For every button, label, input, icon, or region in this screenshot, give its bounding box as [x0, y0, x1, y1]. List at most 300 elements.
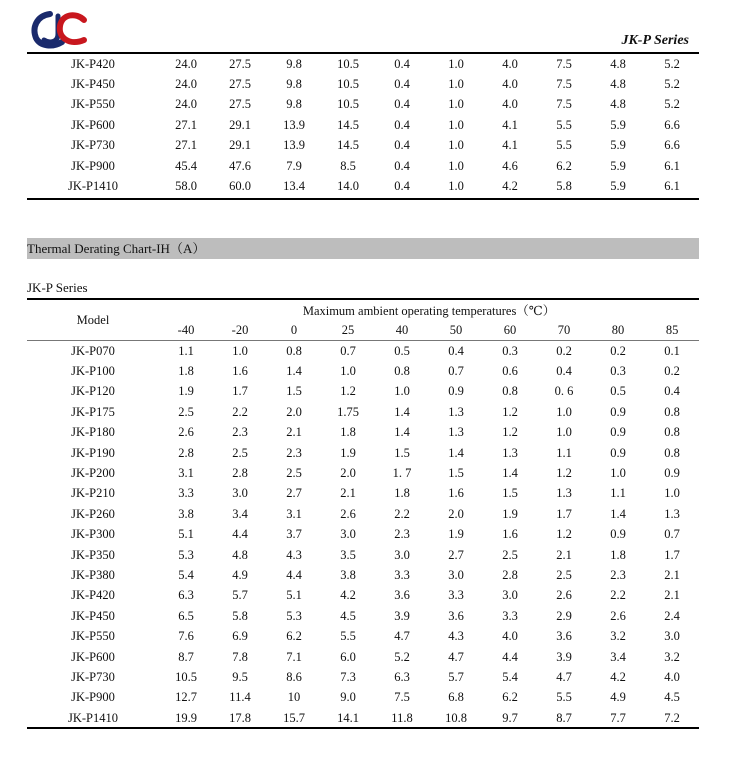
current-cell: 4.4	[286, 567, 302, 582]
current-cell: 5.1	[286, 588, 302, 603]
current-cell: 1.4	[502, 466, 518, 481]
current-cell: 3.5	[340, 547, 356, 562]
current-cell: 0.5	[610, 384, 626, 399]
model-cell: JK-P730	[71, 669, 115, 684]
current-cell: 4.2	[340, 588, 356, 603]
derating-row	[27, 484, 699, 504]
value-cell: 4.0	[502, 97, 518, 112]
current-cell: 3.4	[610, 649, 626, 664]
current-cell: 1.1	[610, 486, 626, 501]
current-cell: 5.7	[448, 669, 464, 684]
current-cell: 0.4	[448, 343, 464, 358]
temperature-cell: -20	[213, 320, 267, 341]
current-cell: 1.9	[178, 384, 194, 399]
current-cell: 1.8	[340, 425, 356, 440]
current-cell: 0.8	[664, 425, 680, 440]
model-cell: JK-P420	[71, 588, 115, 603]
current-cell: 1.75	[337, 404, 359, 419]
current-cell: 4.9	[610, 690, 626, 705]
current-cell: 0.6	[502, 364, 518, 379]
current-cell: 5.4	[178, 567, 194, 582]
model-cell: JK-P200	[71, 466, 115, 481]
model-cell: JK-P550	[71, 629, 115, 644]
value-cell: 4.6	[502, 158, 518, 173]
current-cell: 8.7	[178, 649, 194, 664]
current-cell: 4.3	[448, 629, 464, 644]
current-cell: 4.7	[394, 629, 410, 644]
model-cell: JK-P300	[71, 527, 115, 542]
derating-row	[27, 708, 699, 728]
value-cell: 4.8	[610, 97, 626, 112]
current-cell: 2.8	[502, 567, 518, 582]
value-cell: 24.0	[175, 56, 197, 71]
derating-row	[27, 382, 699, 402]
temperature-cell: 40	[375, 320, 429, 341]
current-cell: 4.2	[610, 669, 626, 684]
current-cell: 3.0	[232, 486, 248, 501]
current-cell: 1.3	[448, 404, 464, 419]
value-cell: 27.1	[175, 138, 197, 153]
value-cell: 5.9	[610, 117, 626, 132]
value-cell: 10.5	[337, 97, 359, 112]
model-cell: JK-P120	[71, 384, 115, 399]
current-cell: 4.4	[232, 527, 248, 542]
value-cell: 1.0	[448, 77, 464, 92]
value-cell: 5.8	[556, 179, 572, 194]
value-cell: 4.8	[610, 77, 626, 92]
value-cell: 8.5	[340, 158, 356, 173]
derating-row	[27, 463, 699, 483]
current-cell: 10.8	[445, 710, 467, 725]
spec-row	[27, 95, 699, 115]
value-cell: 5.9	[610, 138, 626, 153]
current-cell: 1.0	[664, 486, 680, 501]
temperature-cell: 80	[591, 320, 645, 341]
current-cell: 2.5	[286, 466, 302, 481]
current-cell: 3.3	[178, 486, 194, 501]
current-cell: 0.7	[448, 364, 464, 379]
current-cell: 1.4	[286, 364, 302, 379]
derating-row	[27, 341, 699, 362]
current-cell: 0.8	[286, 343, 302, 358]
current-cell: 1.7	[556, 506, 572, 521]
current-cell: 9.5	[232, 669, 248, 684]
current-cell: 11.8	[391, 710, 413, 725]
current-cell: 3.7	[286, 527, 302, 542]
value-cell: 6.1	[664, 158, 680, 173]
derating-row	[27, 626, 699, 646]
current-cell: 3.8	[178, 506, 194, 521]
current-cell: 0.8	[502, 384, 518, 399]
current-cell: 2.1	[664, 567, 680, 582]
value-cell: 10.5	[337, 56, 359, 71]
current-cell: 1.4	[394, 404, 410, 419]
current-cell: 1.4	[448, 445, 464, 460]
current-cell: 6.3	[178, 588, 194, 603]
derating-row	[27, 647, 699, 667]
value-cell: 1.0	[448, 97, 464, 112]
current-cell: 10.5	[175, 669, 197, 684]
current-cell: 2.2	[232, 404, 248, 419]
value-cell: 9.8	[286, 97, 302, 112]
current-cell: 3.8	[340, 567, 356, 582]
current-cell: 3.0	[502, 588, 518, 603]
temperature-cell: 85	[645, 320, 699, 341]
current-cell: 2.5	[178, 404, 194, 419]
current-cell: 3.3	[502, 608, 518, 623]
derating-row	[27, 667, 699, 687]
current-cell: 5.2	[394, 649, 410, 664]
current-cell: 1.8	[610, 547, 626, 562]
current-cell: 6.0	[340, 649, 356, 664]
current-cell: 17.8	[229, 710, 251, 725]
current-cell: 0.3	[610, 364, 626, 379]
current-cell: 1.6	[448, 486, 464, 501]
value-cell: 27.5	[229, 77, 251, 92]
current-cell: 0.8	[394, 364, 410, 379]
series-label: JK-P Series	[27, 280, 88, 295]
model-cell: JK-P260	[71, 506, 115, 521]
temperature-cell: 70	[537, 320, 591, 341]
value-cell: 5.2	[664, 97, 680, 112]
current-cell: 14.1	[337, 710, 359, 725]
current-cell: 2.0	[340, 466, 356, 481]
current-cell: 7.3	[340, 669, 356, 684]
value-cell: 1.0	[448, 158, 464, 173]
model-cell: JK-P900	[71, 690, 115, 705]
value-cell: 7.5	[556, 77, 572, 92]
current-cell: 1.6	[502, 527, 518, 542]
value-cell: 14.5	[337, 138, 359, 153]
current-cell: 7.2	[664, 710, 680, 725]
current-cell: 6.2	[286, 629, 302, 644]
current-cell: 6.5	[178, 608, 194, 623]
current-cell: 4.7	[448, 649, 464, 664]
current-cell: 2.5	[232, 445, 248, 460]
current-cell: 2.1	[286, 425, 302, 440]
current-cell: 2.5	[502, 547, 518, 562]
current-cell: 3.6	[448, 608, 464, 623]
current-cell: 1.0	[556, 404, 572, 419]
model-cell: JK-P190	[71, 445, 115, 460]
derating-row	[27, 586, 699, 606]
temperature-cell: -40	[159, 320, 213, 341]
temperature-cell: 60	[483, 320, 537, 341]
current-cell: 3.1	[178, 466, 194, 481]
value-cell: 6.6	[664, 138, 680, 153]
current-cell: 3.6	[394, 588, 410, 603]
current-cell: 1.1	[178, 343, 194, 358]
current-cell: 1.8	[178, 364, 194, 379]
current-cell: 3.1	[286, 506, 302, 521]
current-cell: 3.0	[664, 629, 680, 644]
current-cell: 0.9	[610, 404, 626, 419]
current-cell: 5.8	[232, 608, 248, 623]
value-cell: 60.0	[229, 179, 251, 194]
current-cell: 1.6	[232, 364, 248, 379]
current-cell: 1.2	[502, 425, 518, 440]
current-cell: 1.5	[286, 384, 302, 399]
current-cell: 7.8	[232, 649, 248, 664]
current-cell: 0.5	[394, 343, 410, 358]
value-cell: 5.9	[610, 179, 626, 194]
current-cell: 4.0	[502, 629, 518, 644]
current-cell: 2.6	[556, 588, 572, 603]
current-cell: 11.4	[229, 690, 251, 705]
value-cell: 4.0	[502, 77, 518, 92]
value-cell: 4.1	[502, 117, 518, 132]
value-cell: 27.5	[229, 56, 251, 71]
model-cell: JK-P550	[71, 97, 115, 112]
current-cell: 5.1	[178, 527, 194, 542]
current-cell: 7.5	[394, 690, 410, 705]
current-cell: 4.7	[556, 669, 572, 684]
model-cell: JK-P730	[71, 138, 115, 153]
current-cell: 2.1	[664, 588, 680, 603]
current-cell: 3.0	[394, 547, 410, 562]
current-cell: 0.7	[340, 343, 356, 358]
derating-row	[27, 688, 699, 708]
current-cell: 1.3	[448, 425, 464, 440]
value-cell: 29.1	[229, 117, 251, 132]
value-cell: 4.0	[502, 56, 518, 71]
spec-table-bottom-rule	[27, 198, 699, 200]
current-cell: 1.4	[394, 425, 410, 440]
value-cell: 7.5	[556, 97, 572, 112]
value-cell: 0.4	[394, 77, 410, 92]
value-cell: 10.5	[337, 77, 359, 92]
current-cell: 0.2	[664, 364, 680, 379]
current-cell: 7.7	[610, 710, 626, 725]
value-cell: 27.5	[229, 97, 251, 112]
current-cell: 5.7	[232, 588, 248, 603]
value-cell: 14.0	[337, 179, 359, 194]
model-cell: JK-P175	[71, 404, 115, 419]
current-cell: 2.0	[448, 506, 464, 521]
current-cell: 8.7	[556, 710, 572, 725]
derating-row	[27, 545, 699, 565]
derate-bottom-rule	[27, 727, 699, 729]
current-cell: 5.3	[178, 547, 194, 562]
jc-logo-icon	[28, 10, 90, 50]
model-cell: JK-P180	[71, 425, 115, 440]
current-cell: 4.5	[340, 608, 356, 623]
model-cell: JK-P600	[71, 649, 115, 664]
value-cell: 6.6	[664, 117, 680, 132]
current-cell: 7.6	[178, 629, 194, 644]
current-cell: 5.5	[340, 629, 356, 644]
section-title: Thermal Derating Chart-IH（A）	[27, 241, 206, 256]
spec-row	[27, 115, 699, 135]
model-cell: JK-P380	[71, 567, 115, 582]
current-cell: 4.5	[664, 690, 680, 705]
spec-row	[27, 136, 699, 156]
spec-row	[27, 156, 699, 176]
current-cell: 7.1	[286, 649, 302, 664]
current-cell: 1.5	[448, 466, 464, 481]
value-cell: 4.1	[502, 138, 518, 153]
value-cell: 1.0	[448, 117, 464, 132]
current-cell: 1.1	[556, 445, 572, 460]
current-cell: 0.9	[448, 384, 464, 399]
current-cell: 0.2	[610, 343, 626, 358]
current-cell: 10	[287, 690, 301, 705]
value-cell: 13.4	[283, 179, 305, 194]
current-cell: 1.0	[232, 343, 248, 358]
value-cell: 0.4	[394, 97, 410, 112]
current-cell: 2.6	[178, 425, 194, 440]
spec-row	[27, 54, 699, 74]
current-cell: 1.3	[556, 486, 572, 501]
value-cell: 7.9	[286, 158, 302, 173]
current-cell: 1.9	[340, 445, 356, 460]
current-cell: 2.7	[448, 547, 464, 562]
derating-row	[27, 402, 699, 422]
current-cell: 2.5	[556, 567, 572, 582]
current-cell: 5.3	[286, 608, 302, 623]
current-cell: 2.1	[556, 547, 572, 562]
derating-row	[27, 565, 699, 585]
derating-row	[27, 443, 699, 463]
current-cell: 6.3	[394, 669, 410, 684]
value-cell: 5.2	[664, 56, 680, 71]
spec-row	[27, 74, 699, 94]
current-cell: 15.7	[283, 710, 305, 725]
derating-table	[27, 300, 699, 728]
current-cell: 9.7	[502, 710, 518, 725]
current-cell: 0.3	[502, 343, 518, 358]
value-cell: 6.1	[664, 179, 680, 194]
current-cell: 12.7	[175, 690, 197, 705]
value-cell: 5.5	[556, 117, 572, 132]
current-cell: 19.9	[175, 710, 197, 725]
current-cell: 1.5	[394, 445, 410, 460]
current-cell: 2.9	[556, 608, 572, 623]
current-cell: 0.1	[664, 343, 680, 358]
current-cell: 0.9	[664, 466, 680, 481]
value-cell: 5.5	[556, 138, 572, 153]
model-cell: JK-P1410	[67, 710, 118, 725]
value-cell: 4.8	[610, 56, 626, 71]
current-cell: 0. 6	[554, 384, 574, 399]
current-cell: 6.8	[448, 690, 464, 705]
current-cell: 3.6	[556, 629, 572, 644]
current-cell: 4.8	[232, 547, 248, 562]
derating-row	[27, 423, 699, 443]
current-cell: 0.7	[664, 527, 680, 542]
current-cell: 2.6	[340, 506, 356, 521]
current-cell: 1.9	[502, 506, 518, 521]
value-cell: 24.0	[175, 77, 197, 92]
current-cell: 1.0	[394, 384, 410, 399]
temperature-cell: 50	[429, 320, 483, 341]
current-cell: 1.8	[394, 486, 410, 501]
current-cell: 1.3	[664, 506, 680, 521]
value-cell: 5.2	[664, 77, 680, 92]
current-cell: 3.2	[664, 649, 680, 664]
derating-row	[27, 504, 699, 524]
current-cell: 2.4	[664, 608, 680, 623]
current-cell: 0.8	[664, 404, 680, 419]
current-cell: 2.7	[286, 486, 302, 501]
spec-row	[27, 176, 699, 196]
current-cell: 6.2	[502, 690, 518, 705]
value-cell: 24.0	[175, 97, 197, 112]
current-cell: 4.9	[232, 567, 248, 582]
section-title-bar	[27, 238, 699, 259]
current-cell: 2.8	[232, 466, 248, 481]
model-cell: JK-P210	[71, 486, 115, 501]
model-cell: JK-P450	[71, 77, 115, 92]
current-cell: 0.4	[664, 384, 680, 399]
value-cell: 5.9	[610, 158, 626, 173]
current-cell: 1. 7	[392, 466, 412, 481]
current-cell: 1.2	[340, 384, 356, 399]
current-cell: 2.3	[286, 445, 302, 460]
current-cell: 6.9	[232, 629, 248, 644]
current-cell: 1.2	[502, 404, 518, 419]
current-cell: 2.3	[232, 425, 248, 440]
value-cell: 13.9	[283, 117, 305, 132]
value-cell: 4.2	[502, 179, 518, 194]
current-cell: 1.4	[610, 506, 626, 521]
value-cell: 13.9	[283, 138, 305, 153]
model-cell: JK-P450	[71, 608, 115, 623]
current-cell: 4.0	[664, 669, 680, 684]
value-cell: 45.4	[175, 158, 197, 173]
current-cell: 1.0	[340, 364, 356, 379]
current-cell: 0.9	[610, 425, 626, 440]
value-cell: 6.2	[556, 158, 572, 173]
value-cell: 14.5	[337, 117, 359, 132]
current-cell: 8.6	[286, 669, 302, 684]
temperature-cell: 0	[267, 320, 321, 341]
current-cell: 1.3	[502, 445, 518, 460]
derating-row	[27, 525, 699, 545]
current-cell: 3.0	[340, 527, 356, 542]
model-cell: JK-P600	[71, 117, 115, 132]
current-cell: 1.7	[232, 384, 248, 399]
current-cell: 0.2	[556, 343, 572, 358]
current-cell: 0.4	[556, 364, 572, 379]
current-cell: 3.3	[394, 567, 410, 582]
model-cell: JK-P100	[71, 364, 115, 379]
current-cell: 5.4	[502, 669, 518, 684]
current-cell: 1.0	[556, 425, 572, 440]
current-cell: 2.8	[178, 445, 194, 460]
current-cell: 2.6	[610, 608, 626, 623]
current-cell: 5.5	[556, 690, 572, 705]
value-cell: 1.0	[448, 138, 464, 153]
current-cell: 0.9	[610, 527, 626, 542]
value-cell: 58.0	[175, 179, 197, 194]
value-cell: 47.6	[229, 158, 251, 173]
temperature-header: Maximum ambient operating temperatures（℃）	[302, 304, 556, 318]
derating-row	[27, 361, 699, 381]
value-cell: 1.0	[448, 179, 464, 194]
current-cell: 0.8	[664, 445, 680, 460]
current-cell: 1.2	[556, 466, 572, 481]
series-title: JK-P Series	[621, 33, 689, 48]
model-cell: JK-P350	[71, 547, 115, 562]
value-cell: 9.8	[286, 77, 302, 92]
current-cell: 3.3	[448, 588, 464, 603]
current-cell: 4.4	[502, 649, 518, 664]
current-cell: 3.0	[448, 567, 464, 582]
model-cell: JK-P900	[71, 158, 115, 173]
current-cell: 1.9	[448, 527, 464, 542]
value-cell: 0.4	[394, 56, 410, 71]
